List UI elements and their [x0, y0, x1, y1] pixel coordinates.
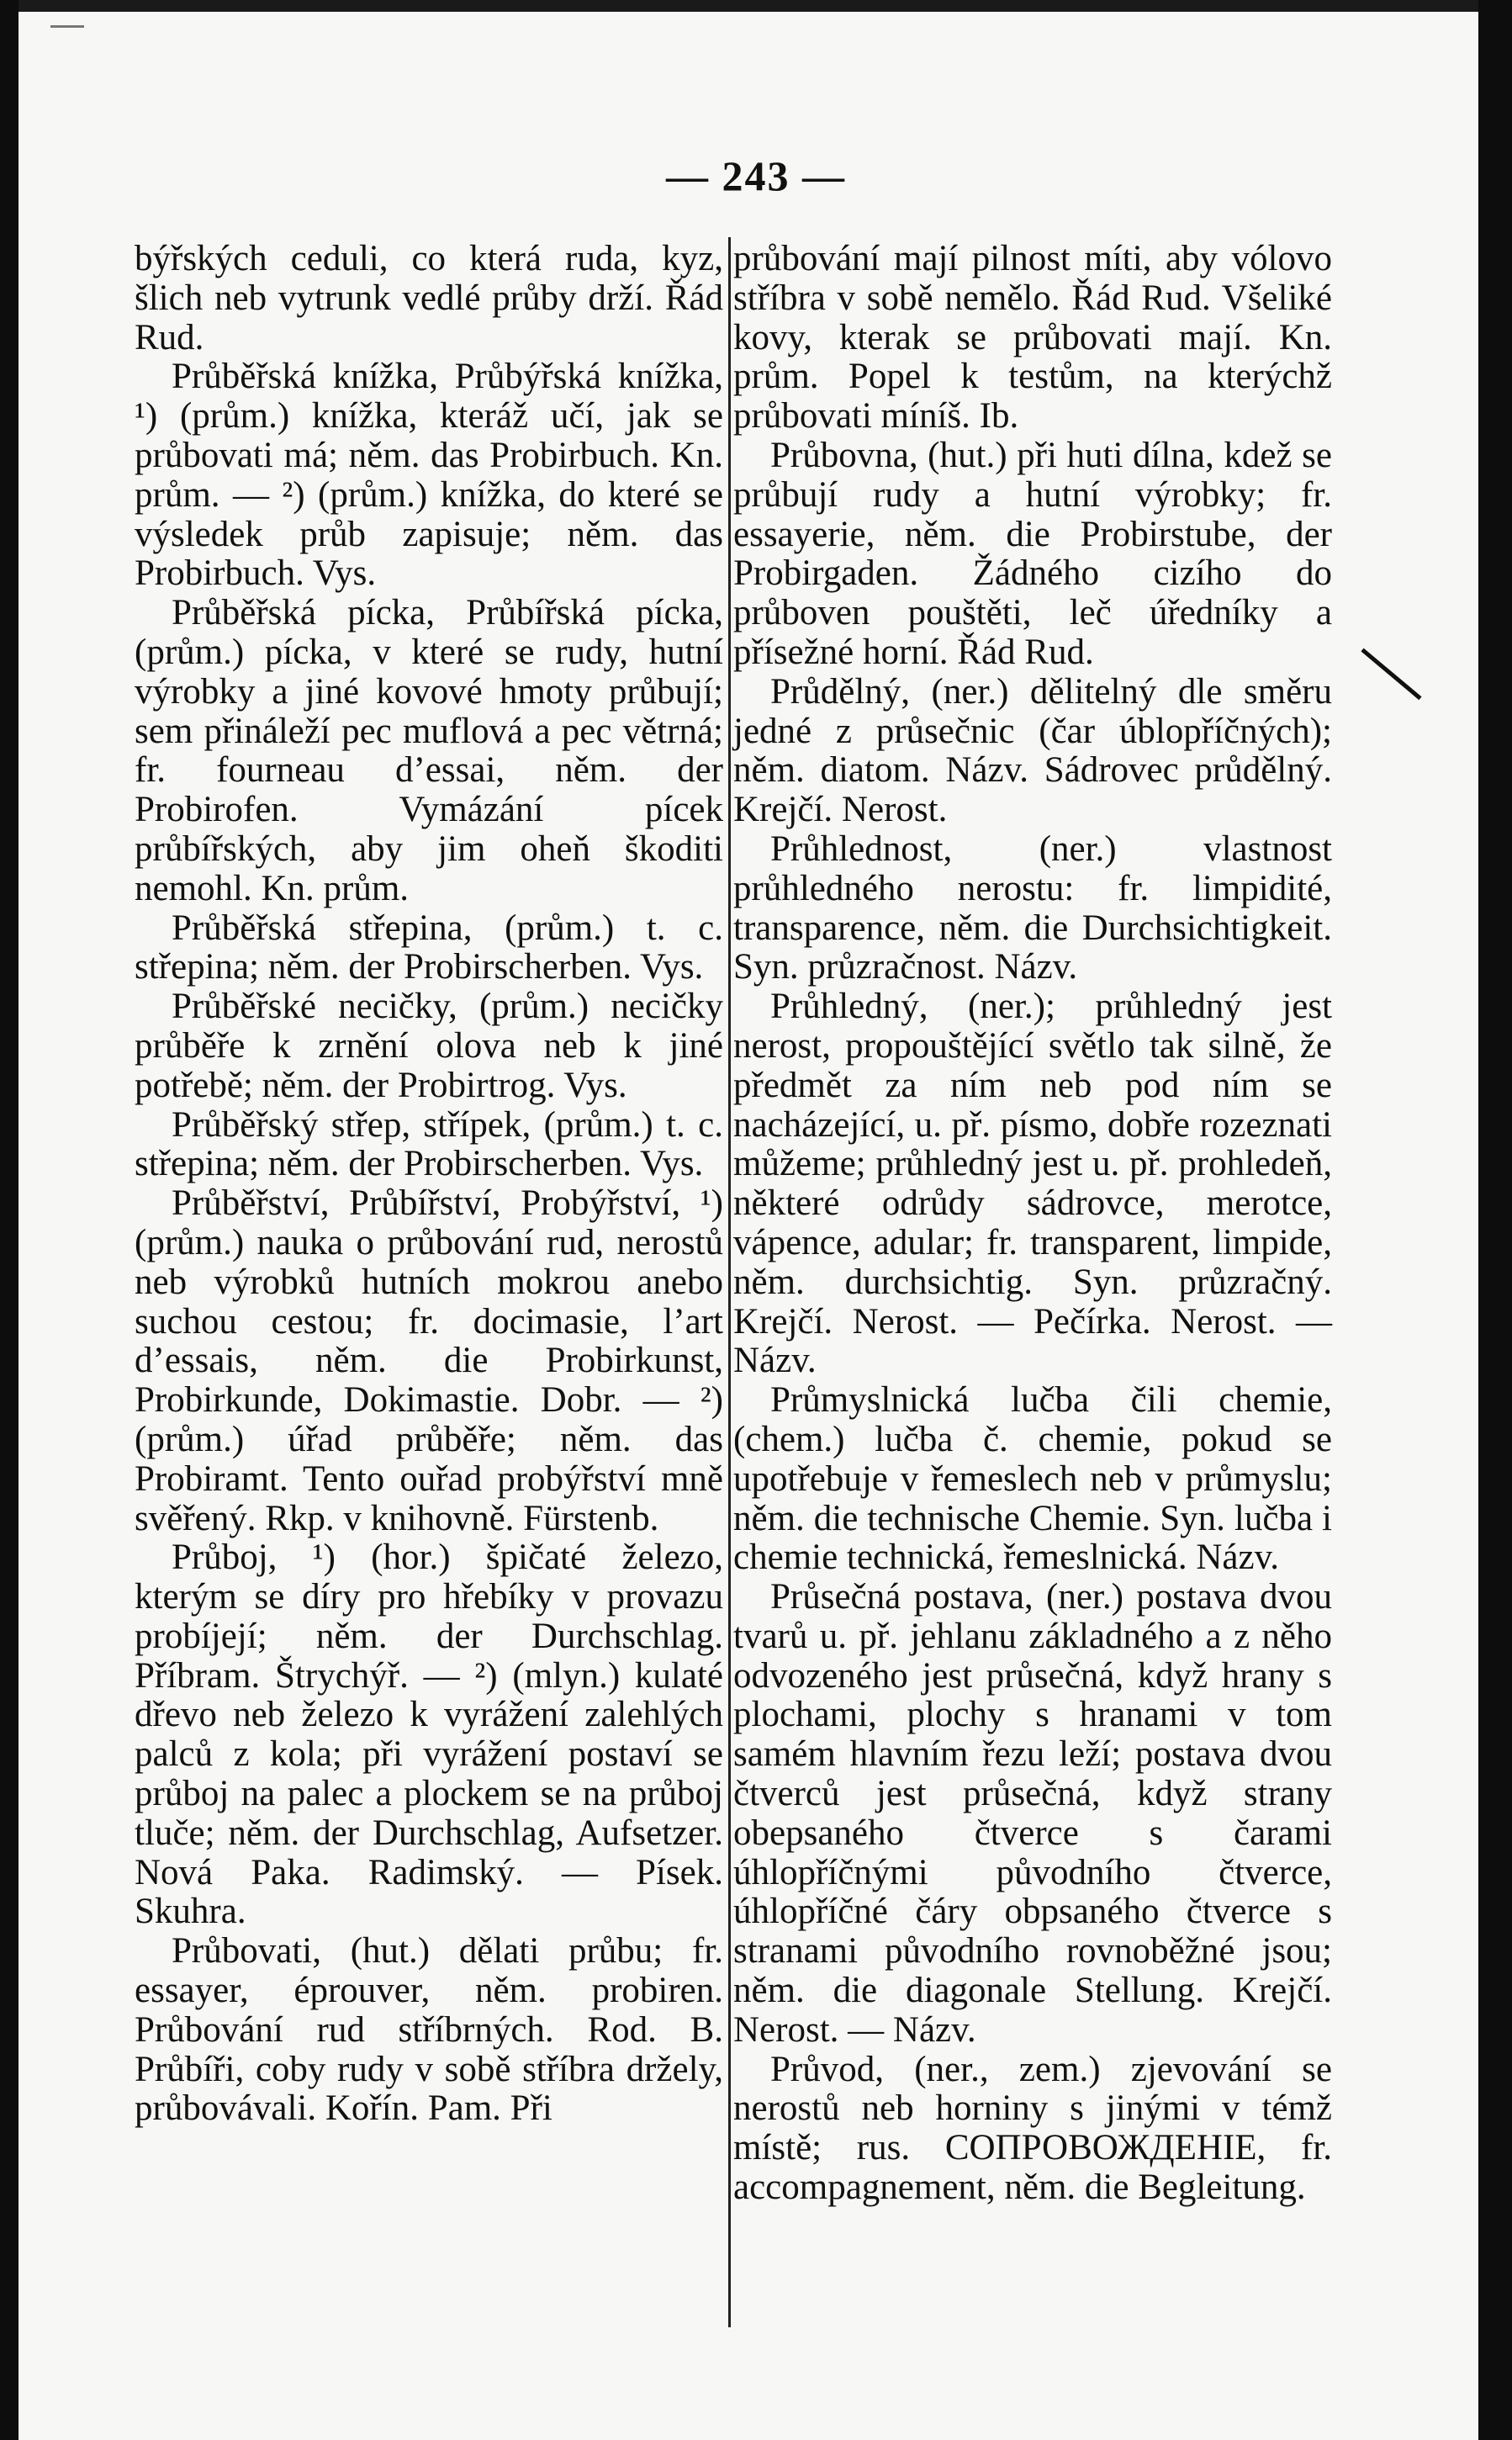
- scan-border-right: [1478, 0, 1512, 2440]
- right-column: [733, 240, 1332, 2208]
- dictionary-entry: Průdělný, (ner.) dělitelný dle směru jedné z průsečnic (čar úblopříčných); něm. diatom. Názv. Sádrovec průdělný. Krejčí. Nerost.: [733, 671, 1332, 830]
- dictionary-entry: Průběřská střepina, (prům.) t. c. střepina; něm. der Probirscherben. Vys.: [135, 908, 723, 987]
- dictionary-entry: průbování mají pilnost míti, aby vólovo stříbra v sobě nemělo. Řád Rud. Všeliké kovy, kterak se průbovati mají. Kn. prům. Popel k testům, na kterýchž průbovati míníš. Ib.: [733, 239, 1332, 437]
- dictionary-entry: Průsečná postava, (ner.) postava dvou tvarů u. př. jehlanu základného a z něho odvozeného jest průsečná, když hrany s plochami, plochy s hranami v tom samém hlavním řezu leží; postava dvou čtverců jest průsečná, když strany obepsaného čtverce s čarami úhlopříčnými původního čtverce, úhlopříčné čáry obpsaného čtverce s stranami původního rovnoběžné jsou; něm. die diagonale Stellung. Krejčí. Nerost. — Názv.: [733, 1577, 1332, 2050]
- page-number: — 243 —: [666, 152, 846, 199]
- scan-mark: [50, 25, 84, 28]
- dictionary-entry: Průbovna, (hut.) při huti dílna, kdež se průbují rudy a hutní výrobky; fr. essayerie, něm. die Probirstube, der Probirgaden. Žádného cizího do průboven pouštěti, leč úředníky a přísežné horní. Řád Rud.: [733, 435, 1332, 672]
- dictionary-entry: Průhlednost, (ner.) vlastnost průhledného nerostu: fr. limpidité, transparence, něm. die Durchsichtigkeit. Syn. průzračnost. Názv.: [733, 828, 1332, 987]
- dictionary-entry: Průběřská knížka, Průbýřská knížka, ¹) (prům.) knížka, kteráž učí, jak se průbovati má; něm. das Probirbuch. Kn. prům. — ²) (prům.) knížka, do které se výsledek průb zapisuje; něm. das Probirbuch. Vys.: [135, 357, 723, 594]
- dictionary-entry: býřských ceduli, co která ruda, kyz, šlich neb vytrunk vedlé průby drží. Řád Rud.: [135, 239, 723, 357]
- dictionary-entry: Průběřská pícka, Průbířská pícka, (prům.) pícka, v které se rudy, hutní výrobky a jiné kovové hmoty průbují; sem přináleží pec muflová a pec větrná; fr. fourneau d’essai, něm. der Probirofen. Vymázání pícek průbířských, aby jim oheň škoditi nemohl. Kn. prům.: [135, 593, 723, 908]
- dictionary-entry: Průběřství, Průbířství, Probýřství, ¹) (prům.) nauka o průbování rud, nerostů neb výrobků hutních mokrou anebo suchou cestou; fr. docimasie, l’art d’essais, něm. die Probirkunst, Probirkunde, Dokimastie. Dobr. — ²) (prům.) úřad průběře; něm. das Probiramt. Tento ouřad probýřství mně svěřený. Rkp. v knihovně. Fürstenb.: [135, 1183, 723, 1538]
- dictionary-entry: Průběřské necičky, (prům.) necičky průběře k zrnění olova neb k jiné potřebě; něm. der Probirtrog. Vys.: [135, 987, 723, 1105]
- dictionary-entry: Průmyslnická lučba čili chemie, (chem.) lučba č. chemie, pokud se upotřebuje v řemeslech neb v průmyslu; něm. die technische Chemie. Syn. lučba i chemie technická, řemeslnická. Názv.: [733, 1380, 1332, 1578]
- left-column: [135, 240, 723, 2129]
- scan-border-top: [0, 0, 1512, 12]
- dictionary-entry: Průboj, ¹) (hor.) špičaté železo, kterým se díry pro hřebíky v provazu probíjejí; něm. der Durchschlag. Příbram. Štrychýř. — ²) (mlyn.) kulaté dřevo neb železo k vyrážení zalehlých palců z kola; při vyrážení postaví se průboj na palec a plockem se na průboj tluče; něm. der Durchschlag, Aufsetzer. Nová Paka. Radimský. — Písek. Skuhra.: [135, 1538, 723, 1932]
- scan-border-left: [0, 0, 19, 2440]
- dictionary-entry: Průhledný, (ner.); průhledný jest nerost, propouštějící světlo tak silně, že předmět za ním neb pod ním se nacházející, u. př. písmo, dobře rozeznati můžeme; průhledný jest u. př. prohledeň, některé odrůdy sádrovce, merotce, vápence, adular; fr. transparent, limpide, něm. durchsichtig. Syn. průzračný. Krejčí. Nerost. — Pečírka. Nerost. — Názv.: [733, 987, 1332, 1381]
- dictionary-entry: Průběřský střep, střípek, (prům.) t. c. střepina; něm. der Probirscherben. Vys.: [135, 1104, 723, 1184]
- scan-mark: [1361, 648, 1421, 701]
- column-divider: [728, 237, 731, 2327]
- dictionary-entry: Průbovati, (hut.) dělati průbu; fr. essayer, éprouver, něm. probiren. Průbování rud stříbrných. Rod. B. Průbíři, coby rudy v sobě stříbra držely, průbovávali. Kořín. Pam. Při: [135, 1931, 723, 2129]
- dictionary-entry: Průvod, (ner., zem.) zjevování se nerostů neb horniny s jinými v témž místě; rus. СОПРОВОЖДЕНІЕ, fr. accompagnement, něm. die Begleitung.: [733, 2049, 1332, 2208]
